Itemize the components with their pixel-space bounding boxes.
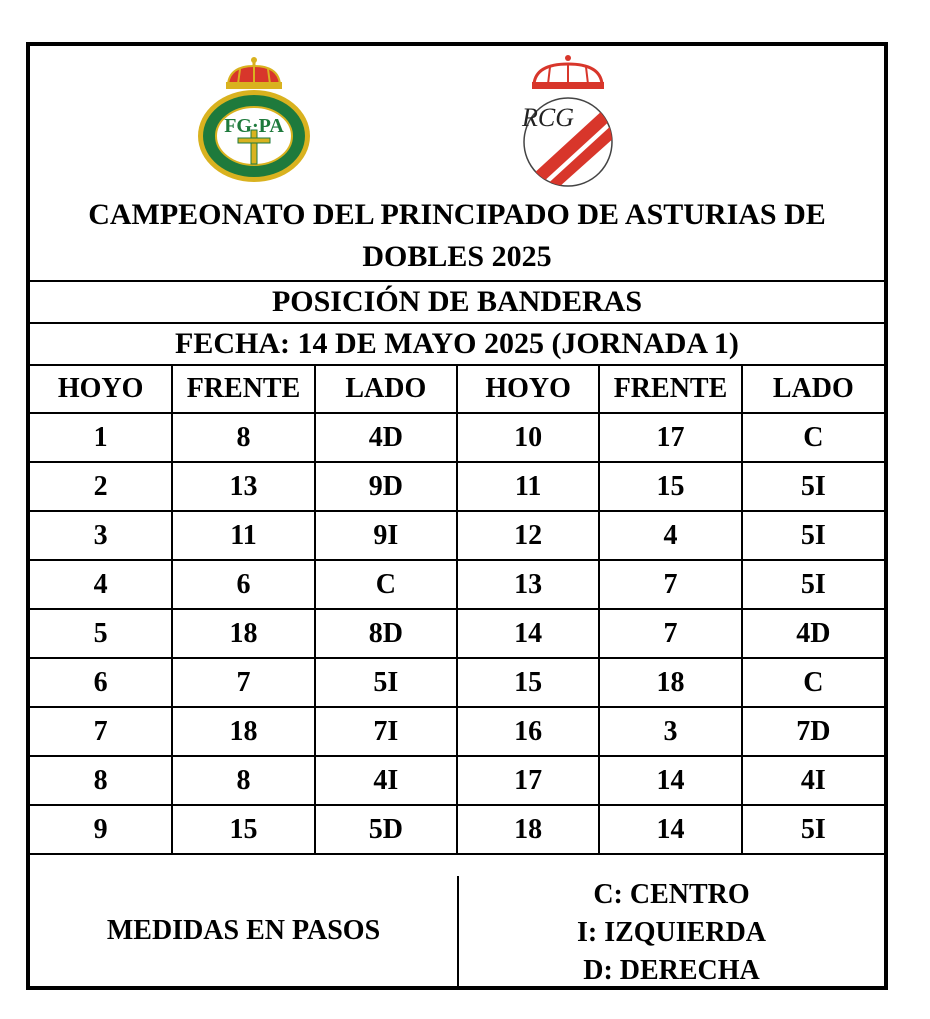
table-cell: 7 [599,560,741,609]
table-cell: 17 [457,756,599,805]
table-cell: 8D [315,609,457,658]
table-cell: 8 [172,756,314,805]
subtitle: POSICIÓN DE BANDERAS [30,282,884,324]
table-cell: 9 [30,805,172,854]
column-header: HOYO [30,366,172,413]
table-cell: 9D [315,462,457,511]
date-line: FECHA: 14 DE MAYO 2025 (JORNADA 1) [30,324,884,366]
column-header: LADO [742,366,884,413]
table-cell: 18 [172,609,314,658]
column-header: HOYO [457,366,599,413]
table-cell: 4D [742,609,884,658]
table-cell: 11 [172,511,314,560]
table-cell: 1 [30,413,172,462]
table-cell: 8 [172,413,314,462]
table-row [30,560,884,609]
table-cell: 5I [315,658,457,707]
table-cell: 11 [457,462,599,511]
table-cell: 7D [742,707,884,756]
table-cell: 15 [599,462,741,511]
column-header: FRENTE [599,366,741,413]
table-cell: 4I [315,756,457,805]
table-cell: 15 [457,658,599,707]
table-cell: 5I [742,560,884,609]
table-cell: 5D [315,805,457,854]
table-cell: 15 [172,805,314,854]
club-logo [516,54,620,190]
table-cell: C [742,658,884,707]
table-cell: 5I [742,805,884,854]
table-cell: 2 [30,462,172,511]
table-cell: 7 [172,658,314,707]
legend-item: D: DERECHA [583,955,760,986]
table-cell: 16 [457,707,599,756]
table-cell: 14 [599,756,741,805]
table-cell: 13 [457,560,599,609]
table-cell: 9I [315,511,457,560]
table-cell: 14 [457,609,599,658]
crown-icon [532,55,604,89]
table-cell: 5I [742,462,884,511]
page-title: CAMPEONATO DEL PRINCIPADO DE ASTURIAS DE DOBLES 2025 [88,198,826,273]
legend-item: C: CENTRO [593,879,750,910]
table-cell: 18 [599,658,741,707]
svg-text:FG·PA: FG·PA [224,115,284,137]
flag-positions-table [30,366,884,855]
table-cell: 17 [599,413,741,462]
table-cell: C [742,413,884,462]
table-cell: 5 [30,609,172,658]
table-cell: 4I [742,756,884,805]
table-cell: 13 [172,462,314,511]
table-cell: 3 [30,511,172,560]
sheet-header [30,46,884,282]
table-cell: 5I [742,511,884,560]
units-note: MEDIDAS EN PASOS [30,876,459,986]
table-cell: 7 [599,609,741,658]
table-cell: 12 [457,511,599,560]
column-header: LADO [315,366,457,413]
table-cell: 10 [457,413,599,462]
table-cell: 8 [30,756,172,805]
table-cell: 7 [30,707,172,756]
table-row [30,511,884,560]
table-row [30,413,884,462]
table-cell: 18 [457,805,599,854]
table-row [30,658,884,707]
table-cell: 6 [30,658,172,707]
table-cell: 4 [599,511,741,560]
table-cell: 18 [172,707,314,756]
table-cell: 14 [599,805,741,854]
crown-icon [226,57,282,89]
table-row [30,609,884,658]
federation-logo [194,54,314,186]
table-cell: 4 [30,560,172,609]
table-row [30,707,884,756]
table-cell: 7I [315,707,457,756]
table-cell: 4D [315,413,457,462]
table-row [30,756,884,805]
flag-positions-sheet [26,42,888,990]
legend [459,876,884,986]
table-cell: C [315,560,457,609]
table-cell: 6 [172,560,314,609]
table-row [30,805,884,854]
sheet-footer [30,876,884,986]
table-header-row [30,366,884,413]
table-row [30,462,884,511]
svg-text:RCG: RCG [522,103,574,132]
table-cell: 3 [599,707,741,756]
column-header: FRENTE [172,366,314,413]
legend-item: I: IZQUIERDA [576,917,767,948]
